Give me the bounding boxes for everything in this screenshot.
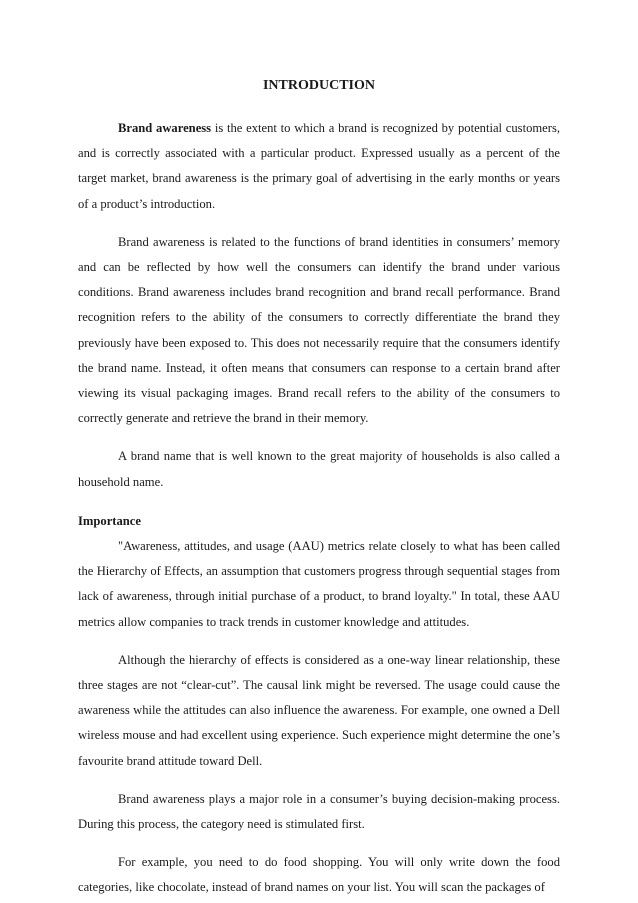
paragraph-food-shopping-example: For example, you need to do food shopping. You will only write down the food categories, like chocolate, instead of brand names on your list. You will scan the packages of — [78, 855, 560, 895]
paragraph-hierarchy-of-effects: Although the hierarchy of effects is considered as a one-way linear relationship, these three stages are not “clear-cut”. The causal link might be reversed. The usage could cause the awareness while the attitudes can also influence the awareness. For example, one owned a Dell wireless mouse and had excellent using experience. Such experience might determine the one’s favourite brand attitude toward Dell. — [78, 652, 560, 768]
paragraph-brand-awareness-definition — [78, 116, 560, 217]
paragraph-text: is the extent to which a brand is recognized by potential customers, and is correctly associated with a particular product. Expressed usually as a percent of the target market, brand awareness is the primary goal of advertising in the early months or years of a product’s introduction. — [78, 121, 561, 211]
page-title: INTRODUCTION — [262, 78, 375, 93]
paragraph-buying-decision: Brand awareness plays a major role in a consumer’s buying decision-making process. During this process, the category need is stimulated first. — [78, 791, 560, 832]
paragraph-brand-identities: Brand awareness is related to the functions of brand identities in consumers’ memory and can be reflected by how well the consumers can identify the brand under various conditions. Brand awareness includes brand recognition and brand recall performance. Brand recognition refers to the ability of the consumers to correctly differentiate the brand they previously have been exposed to. This does not necessarily require that the consumers identify the brand name. Instead, it often means that consumers can response to a certain brand after viewing its visual packaging images. Brand recall refers to the ability of the consumers to correctly generate and retrieve the brand in their memory. — [78, 234, 560, 426]
section-heading-importance: Importance — [78, 513, 141, 528]
paragraph-household-name: A brand name that is well known to the great majority of households is also called a household name. — [78, 449, 560, 489]
paragraph-aau-metrics: "Awareness, attitudes, and usage (AAU) metrics relate closely to what has been called the Hierarchy of Effects, an assumption that customers progress through sequential stages from lack of awareness, through initial purchase of a product, to brand loyalty." In total, these AAU metrics allow companies to track trends in customer knowledge and attitudes. — [78, 539, 560, 629]
defined-term: Brand awareness — [118, 121, 212, 135]
document-page — [78, 76, 560, 901]
